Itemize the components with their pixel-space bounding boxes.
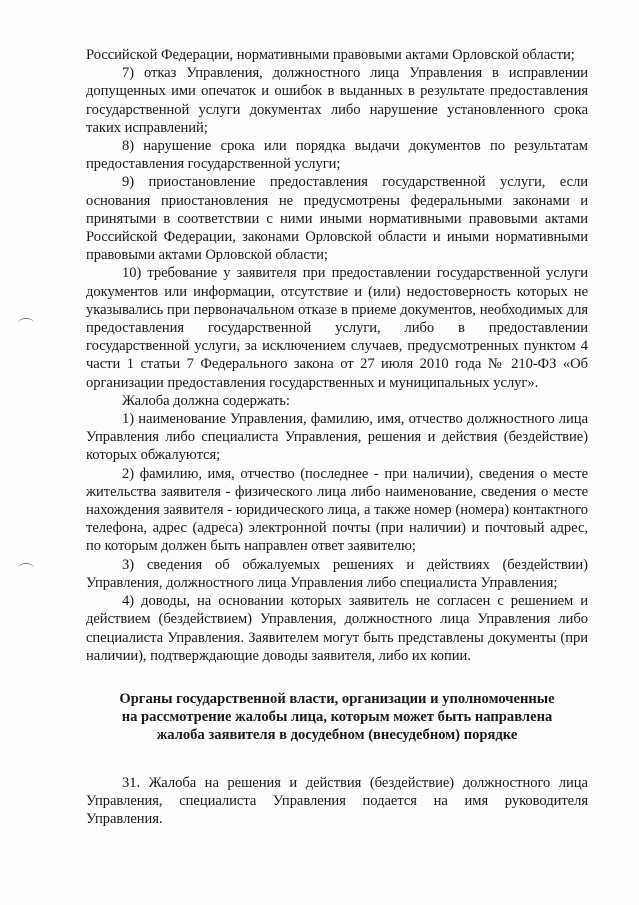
paragraph: 7) отказ Управления, должностного лица Управления в исправлении допущенных ими опечаток и ошибок в выданных в результате предоставления государственной услуги документах либо нарушение установленного срока таких исправлений; <box>86 65 588 136</box>
paragraph: Жалоба должна содержать: <box>122 392 290 409</box>
paragraph: Российской Федерации, нормативными правовыми актами Орловской области; <box>86 47 575 63</box>
punch-hole-mark <box>18 563 34 573</box>
paragraph: 4) доводы, на основании которых заявитель не согласен с решением и действием (бездействием) Управления, должностного лица Управления либо специалиста Управления. Заявителем могут быть представлены документы (при наличии), подтверждающие доводы заявителя, либо их копии. <box>86 593 588 664</box>
section-heading <box>86 690 588 745</box>
paragraph: 10) требование у заявителя при предоставлении государственной услуги документов или информации, отсутствие и (или) недостоверность которых не указывались при первоначальном отказе в приеме документов, необходимых для предоставления государственной услуги, либо в предоставлении государственной услуги, за исключением случаев, предусмотренных пунктом 4 части 1 статьи 7 Федерального закона от 27 июля 2010 года № 210-ФЗ «Об организации предоставления государственных и муниципальных услуг». <box>86 265 588 391</box>
paragraph: 9) приостановление предоставления государственной услуги, если основания приостановления не предусмотрены федеральными законами и принятыми в соответствии с ними иными нормативными правовыми актами Российской Федерации, законами Орловской области и иными нормативными правовыми актами Орловской области; <box>86 174 588 264</box>
paragraph: 2) фамилию, имя, отчество (последнее - при наличии), сведения о месте жительства заявителя - физического лица либо наименование, сведения о месте нахождения заявителя - юридического лица, а также номер (номера) контактного телефона, адрес (адреса) электронной почты (при наличии) и почтовый адрес, по которым должен быть направлен ответ заявителю; <box>86 465 588 555</box>
paragraph: 3) сведения об обжалуемых решениях и действиях (бездействии) Управления, должностного лица Управления либо специалиста Управления; <box>86 556 588 591</box>
heading-line: жалоба заявителя в досудебном (внесудебном) порядке <box>156 727 518 744</box>
punch-hole-mark <box>18 318 34 328</box>
heading-line: на рассмотрение жалобы лица, которым может быть направлена <box>121 709 553 726</box>
paragraph: 1) наименование Управления, фамилию, имя, отчество должностного лица Управления либо специалиста Управления, решения и действия (бездействие) которых обжалуются; <box>86 411 588 464</box>
heading-line: Органы государственной власти, организации и уполномоченные <box>119 690 555 707</box>
paragraph: 31. Жалоба на решения и действия (бездействие) должностного лица Управления, специалиста Управления подается на имя руководителя Управления. <box>86 774 588 827</box>
paragraph: 8) нарушение срока или порядка выдачи документов по результатам предоставления государственной услуги; <box>86 138 588 173</box>
document-page <box>86 46 588 828</box>
